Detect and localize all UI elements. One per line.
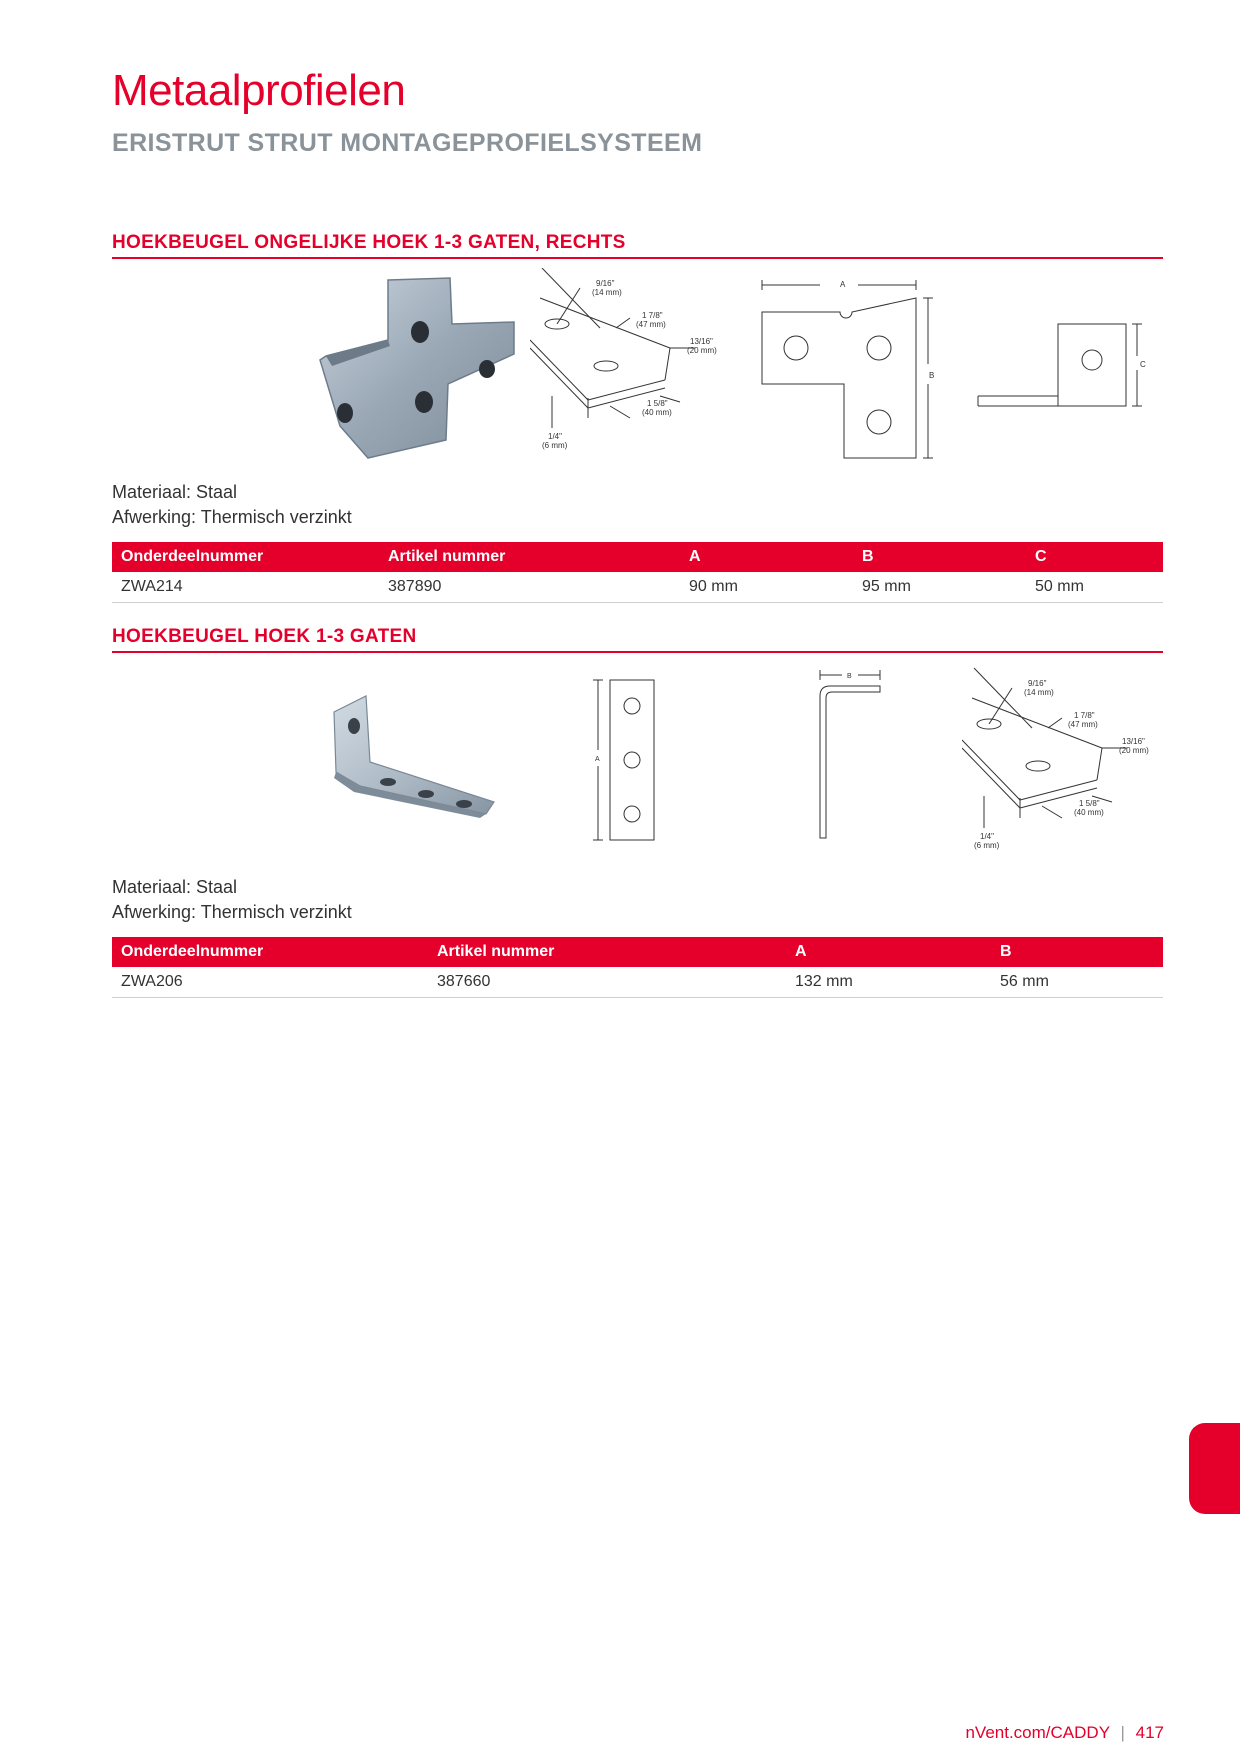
dim2-mm-label: (47 mm) <box>1068 720 1098 729</box>
cell-c: 50 mm <box>1026 572 1163 603</box>
col-b: B <box>991 937 1163 967</box>
front-view-drawing-2 <box>590 676 656 844</box>
page-number: 417 <box>1135 1723 1164 1742</box>
footer-separator: | <box>1120 1723 1125 1742</box>
dim5-mm-label: (6 mm) <box>542 441 568 450</box>
dim5-mm-label: (6 mm) <box>974 841 1000 850</box>
chapter-tab <box>1189 1423 1240 1514</box>
product-photo-zwa206 <box>330 694 500 818</box>
col-onderdeelnummer: Onderdeelnummer <box>112 542 379 572</box>
dim2-label: 1 7/8" <box>1074 711 1095 720</box>
col-artikel-nummer: Artikel nummer <box>379 542 680 572</box>
dim4-mm-label: (40 mm) <box>1074 808 1104 817</box>
product-photo-zwa214 <box>318 276 518 460</box>
cell-part-number: ZWA214 <box>112 572 379 603</box>
dim2-mm-label: (47 mm) <box>636 320 666 329</box>
dim1-label: 9/16" <box>1028 679 1047 688</box>
dim3-label: 13/16" <box>1122 737 1145 746</box>
iso-dimension-drawing-1 <box>530 268 730 452</box>
label-b: B <box>929 371 935 380</box>
col-a: A <box>680 542 853 572</box>
dim2-label: 1 7/8" <box>642 311 663 320</box>
cell-a: 132 mm <box>786 967 991 998</box>
section2-finish: Afwerking: Thermisch verzinkt <box>112 902 352 922</box>
dim1-mm-label: (14 mm) <box>592 288 622 297</box>
dim3-mm-label: (20 mm) <box>1119 746 1149 755</box>
col-a: A <box>786 937 991 967</box>
dim4-label: 1 5/8" <box>647 399 668 408</box>
front-view-drawing-1 <box>760 274 946 464</box>
section2-heading: HOEKBEUGEL HOEK 1-3 GATEN <box>112 626 1163 653</box>
cell-a: 90 mm <box>680 572 853 603</box>
table-row <box>112 572 1163 603</box>
side-view-drawing-2 <box>812 668 884 842</box>
cell-b: 56 mm <box>991 967 1163 998</box>
section1-material: Materiaal: Staal <box>112 482 238 502</box>
dim5-label: 1/4" <box>980 832 994 841</box>
section1-finish: Afwerking: Thermisch verzinkt <box>112 507 352 527</box>
dim3-mm-label: (20 mm) <box>687 346 717 355</box>
col-b: B <box>853 542 1026 572</box>
section1-heading: HOEKBEUGEL ONGELIJKE HOEK 1-3 GATEN, RECHTS <box>112 232 1163 259</box>
label-a: A <box>840 280 846 289</box>
dim1-mm-label: (14 mm) <box>1024 688 1054 697</box>
footer <box>965 1723 1164 1743</box>
col-c: C <box>1026 542 1163 572</box>
dim3-label: 13/16" <box>690 337 713 346</box>
section2-spec-table <box>112 937 1163 998</box>
section1-spec-table <box>112 542 1163 603</box>
cell-article-number: 387660 <box>428 967 786 998</box>
section2-material: Materiaal: Staal <box>112 877 238 897</box>
cell-b: 95 mm <box>853 572 1026 603</box>
cell-article-number: 387890 <box>379 572 680 603</box>
dim1-label: 9/16" <box>596 279 615 288</box>
dim5-label: 1/4" <box>548 432 562 441</box>
cell-part-number: ZWA206 <box>112 967 428 998</box>
dim4-mm-label: (40 mm) <box>642 408 672 417</box>
footer-site-link[interactable]: nVent.com/CADDY <box>965 1723 1110 1742</box>
table-row <box>112 967 1163 998</box>
page-title: Metaalprofielen <box>112 66 406 115</box>
col-artikel-nummer: Artikel nummer <box>428 937 786 967</box>
label-a: A <box>595 756 600 763</box>
label-b: B <box>847 673 852 680</box>
iso-dimension-drawing-2 <box>962 664 1162 852</box>
dim4-label: 1 5/8" <box>1079 799 1100 808</box>
col-onderdeelnummer: Onderdeelnummer <box>112 937 428 967</box>
side-view-drawing-1 <box>976 320 1156 416</box>
label-c: C <box>1140 360 1146 369</box>
page-subtitle: ERISTRUT STRUT MONTAGEPROFIELSYSTEEM <box>112 129 703 157</box>
